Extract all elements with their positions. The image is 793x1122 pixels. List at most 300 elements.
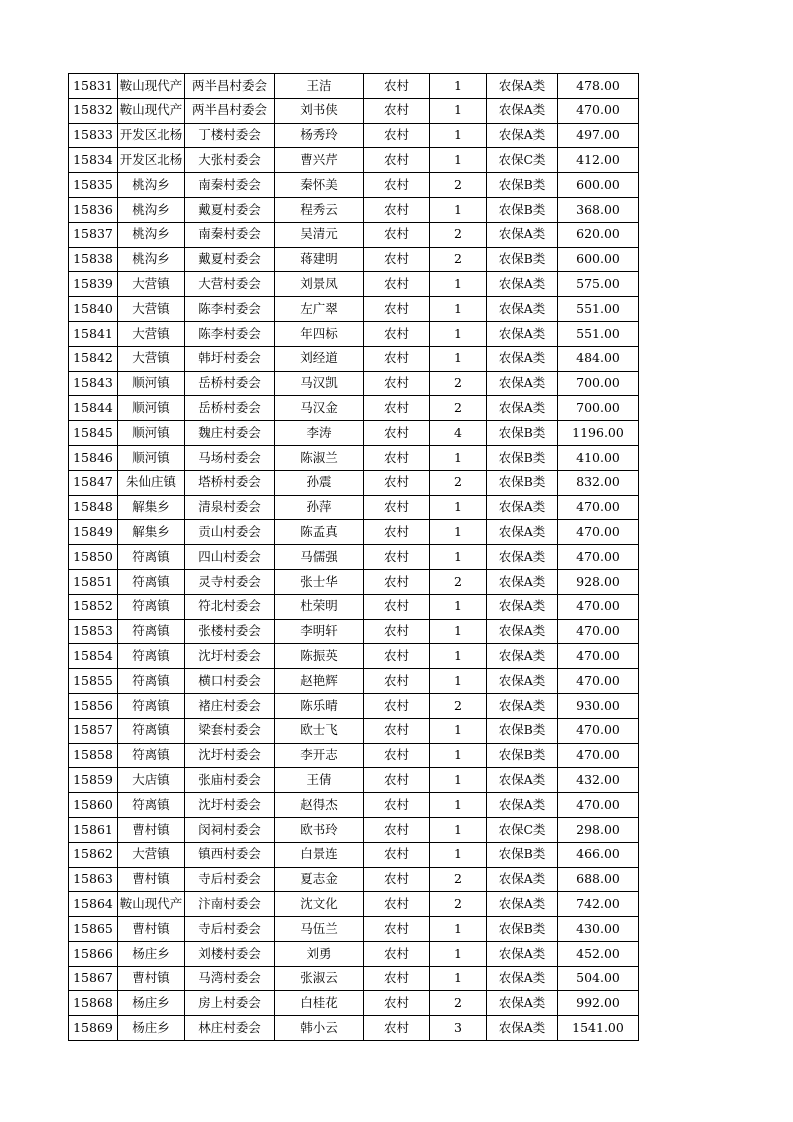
table-row [69,297,639,322]
household-type-cell: 农村 [364,743,430,768]
insurance-category-cell: 农保A类 [487,222,558,247]
amount-cell: 470.00 [558,520,639,545]
village-committee-cell: 沈圩村委会 [185,644,275,669]
person-count-cell: 1 [430,817,487,842]
township-cell: 鞍山现代产 [118,74,185,99]
amount-cell: 551.00 [558,321,639,346]
table-row [69,371,639,396]
person-count-cell: 1 [430,842,487,867]
table-row [69,594,639,619]
person-name-cell: 王洁 [275,74,364,99]
serial-number-cell: 15835 [69,173,118,198]
serial-number-cell: 15833 [69,123,118,148]
village-committee-cell: 沈圩村委会 [185,743,275,768]
person-name-cell: 陈振英 [275,644,364,669]
serial-number-cell: 15839 [69,272,118,297]
township-cell: 杨庄乡 [118,941,185,966]
township-cell: 大营镇 [118,346,185,371]
person-name-cell: 刘景凤 [275,272,364,297]
household-type-cell: 农村 [364,817,430,842]
insurance-category-cell: 农保C类 [487,148,558,173]
person-name-cell: 张士华 [275,569,364,594]
insurance-category-cell: 农保A类 [487,98,558,123]
insurance-category-cell: 农保A类 [487,569,558,594]
township-cell: 顺河镇 [118,371,185,396]
village-committee-cell: 横口村委会 [185,669,275,694]
township-cell: 曹村镇 [118,817,185,842]
insurance-category-cell: 农保A类 [487,123,558,148]
serial-number-cell: 15840 [69,297,118,322]
amount-cell: 470.00 [558,98,639,123]
township-cell: 符离镇 [118,743,185,768]
table-row [69,669,639,694]
insurance-category-cell: 农保A类 [487,669,558,694]
township-cell: 大店镇 [118,768,185,793]
serial-number-cell: 15847 [69,470,118,495]
township-cell: 解集乡 [118,495,185,520]
household-type-cell: 农村 [364,371,430,396]
village-committee-cell: 塔桥村委会 [185,470,275,495]
person-count-cell: 1 [430,718,487,743]
person-count-cell: 1 [430,272,487,297]
township-cell: 符离镇 [118,693,185,718]
person-count-cell: 1 [430,917,487,942]
insurance-category-cell: 农保B类 [487,197,558,222]
household-type-cell: 农村 [364,768,430,793]
table-row [69,1016,639,1041]
person-name-cell: 吴清元 [275,222,364,247]
table-row [69,718,639,743]
village-committee-cell: 沈圩村委会 [185,793,275,818]
township-cell: 杨庄乡 [118,991,185,1016]
household-type-cell: 农村 [364,98,430,123]
township-cell: 大营镇 [118,842,185,867]
person-count-cell: 1 [430,445,487,470]
table-row [69,148,639,173]
amount-cell: 470.00 [558,793,639,818]
serial-number-cell: 15859 [69,768,118,793]
township-cell: 符离镇 [118,644,185,669]
township-cell: 符离镇 [118,669,185,694]
serial-number-cell: 15854 [69,644,118,669]
township-cell: 桃沟乡 [118,197,185,222]
household-type-cell: 农村 [364,520,430,545]
household-type-cell: 农村 [364,222,430,247]
serial-number-cell: 15843 [69,371,118,396]
village-committee-cell: 张楼村委会 [185,619,275,644]
township-cell: 大营镇 [118,297,185,322]
insurance-category-cell: 农保B类 [487,421,558,446]
insurance-category-cell: 农保A类 [487,892,558,917]
serial-number-cell: 15841 [69,321,118,346]
village-committee-cell: 魏庄村委会 [185,421,275,446]
village-committee-cell: 戴夏村委会 [185,197,275,222]
township-cell: 大营镇 [118,321,185,346]
person-name-cell: 蒋建明 [275,247,364,272]
village-committee-cell: 张庙村委会 [185,768,275,793]
insurance-category-cell: 农保B类 [487,445,558,470]
table-row [69,222,639,247]
township-cell: 解集乡 [118,520,185,545]
household-type-cell: 农村 [364,569,430,594]
amount-cell: 452.00 [558,941,639,966]
serial-number-cell: 15868 [69,991,118,1016]
table-row [69,917,639,942]
insurance-category-cell: 农保A类 [487,371,558,396]
village-committee-cell: 四山村委会 [185,545,275,570]
serial-number-cell: 15863 [69,867,118,892]
insurance-category-cell: 农保A类 [487,644,558,669]
person-count-cell: 1 [430,619,487,644]
household-type-cell: 农村 [364,297,430,322]
person-name-cell: 陈淑兰 [275,445,364,470]
beneficiary-table [68,73,639,1041]
person-count-cell: 2 [430,173,487,198]
table-row [69,396,639,421]
table-row [69,966,639,991]
person-name-cell: 白桂花 [275,991,364,1016]
household-type-cell: 农村 [364,495,430,520]
person-name-cell: 马汉金 [275,396,364,421]
serial-number-cell: 15856 [69,693,118,718]
township-cell: 符离镇 [118,545,185,570]
township-cell: 符离镇 [118,619,185,644]
insurance-category-cell: 农保B类 [487,247,558,272]
serial-number-cell: 15850 [69,545,118,570]
township-cell: 桃沟乡 [118,173,185,198]
amount-cell: 412.00 [558,148,639,173]
serial-number-cell: 15867 [69,966,118,991]
person-count-cell: 1 [430,297,487,322]
person-name-cell: 李开志 [275,743,364,768]
village-committee-cell: 两半昌村委会 [185,98,275,123]
table-row [69,743,639,768]
insurance-category-cell: 农保A类 [487,297,558,322]
insurance-category-cell: 农保A类 [487,396,558,421]
township-cell: 曹村镇 [118,966,185,991]
serial-number-cell: 15842 [69,346,118,371]
amount-cell: 470.00 [558,495,639,520]
amount-cell: 470.00 [558,545,639,570]
amount-cell: 470.00 [558,644,639,669]
person-count-cell: 1 [430,793,487,818]
household-type-cell: 农村 [364,173,430,198]
village-committee-cell: 大张村委会 [185,148,275,173]
village-committee-cell: 岳桥村委会 [185,371,275,396]
amount-cell: 992.00 [558,991,639,1016]
insurance-category-cell: 农保A类 [487,693,558,718]
township-cell: 开发区北杨 [118,148,185,173]
person-count-cell: 2 [430,991,487,1016]
person-name-cell: 马汉凯 [275,371,364,396]
village-committee-cell: 镇西村委会 [185,842,275,867]
insurance-category-cell: 农保B类 [487,743,558,768]
serial-number-cell: 15834 [69,148,118,173]
person-count-cell: 1 [430,669,487,694]
person-count-cell: 2 [430,569,487,594]
person-count-cell: 4 [430,421,487,446]
amount-cell: 432.00 [558,768,639,793]
person-name-cell: 赵得杰 [275,793,364,818]
table-row [69,892,639,917]
table-row [69,421,639,446]
household-type-cell: 农村 [364,123,430,148]
village-committee-cell: 闵祠村委会 [185,817,275,842]
person-name-cell: 夏志金 [275,867,364,892]
insurance-category-cell: 农保A类 [487,1016,558,1041]
serial-number-cell: 15837 [69,222,118,247]
insurance-category-cell: 农保A类 [487,867,558,892]
village-committee-cell: 韩圩村委会 [185,346,275,371]
insurance-category-cell: 农保A类 [487,966,558,991]
household-type-cell: 农村 [364,470,430,495]
insurance-category-cell: 农保C类 [487,817,558,842]
person-count-cell: 2 [430,892,487,917]
insurance-category-cell: 农保B类 [487,470,558,495]
household-type-cell: 农村 [364,148,430,173]
household-type-cell: 农村 [364,991,430,1016]
village-committee-cell: 寺后村委会 [185,867,275,892]
village-committee-cell: 岳桥村委会 [185,396,275,421]
person-count-cell: 2 [430,396,487,421]
person-name-cell: 李涛 [275,421,364,446]
person-count-cell: 1 [430,98,487,123]
serial-number-cell: 15853 [69,619,118,644]
person-name-cell: 沈文化 [275,892,364,917]
person-count-cell: 1 [430,545,487,570]
amount-cell: 368.00 [558,197,639,222]
insurance-category-cell: 农保A类 [487,495,558,520]
township-cell: 鞍山现代产 [118,98,185,123]
table-row [69,768,639,793]
amount-cell: 575.00 [558,272,639,297]
household-type-cell: 农村 [364,346,430,371]
table-row [69,470,639,495]
amount-cell: 470.00 [558,743,639,768]
insurance-category-cell: 农保A类 [487,768,558,793]
township-cell: 杨庄乡 [118,1016,185,1041]
household-type-cell: 农村 [364,669,430,694]
household-type-cell: 农村 [364,941,430,966]
person-name-cell: 孙震 [275,470,364,495]
household-type-cell: 农村 [364,421,430,446]
township-cell: 曹村镇 [118,867,185,892]
insurance-category-cell: 农保A类 [487,594,558,619]
table-row [69,321,639,346]
table-row [69,74,639,99]
township-cell: 顺河镇 [118,445,185,470]
table-row [69,445,639,470]
township-cell: 符离镇 [118,594,185,619]
table-row [69,247,639,272]
table-row [69,867,639,892]
table-row [69,98,639,123]
village-committee-cell: 马湾村委会 [185,966,275,991]
person-count-cell: 2 [430,247,487,272]
township-cell: 开发区北杨 [118,123,185,148]
township-cell: 大营镇 [118,272,185,297]
table-row [69,644,639,669]
insurance-category-cell: 农保B类 [487,718,558,743]
person-name-cell: 曹兴芹 [275,148,364,173]
serial-number-cell: 15849 [69,520,118,545]
insurance-category-cell: 农保B类 [487,173,558,198]
person-count-cell: 2 [430,222,487,247]
township-cell: 鞍山现代产 [118,892,185,917]
table-row [69,842,639,867]
amount-cell: 742.00 [558,892,639,917]
amount-cell: 466.00 [558,842,639,867]
amount-cell: 470.00 [558,669,639,694]
township-cell: 桃沟乡 [118,247,185,272]
village-committee-cell: 陈李村委会 [185,321,275,346]
serial-number-cell: 15851 [69,569,118,594]
table-row [69,123,639,148]
household-type-cell: 农村 [364,445,430,470]
village-committee-cell: 大营村委会 [185,272,275,297]
person-count-cell: 1 [430,768,487,793]
insurance-category-cell: 农保A类 [487,941,558,966]
person-count-cell: 1 [430,520,487,545]
person-count-cell: 1 [430,644,487,669]
person-name-cell: 左广翠 [275,297,364,322]
person-name-cell: 刘勇 [275,941,364,966]
person-count-cell: 1 [430,941,487,966]
person-count-cell: 1 [430,148,487,173]
person-count-cell: 3 [430,1016,487,1041]
township-cell: 顺河镇 [118,421,185,446]
household-type-cell: 农村 [364,917,430,942]
insurance-category-cell: 农保A类 [487,346,558,371]
insurance-category-cell: 农保A类 [487,793,558,818]
serial-number-cell: 15831 [69,74,118,99]
township-cell: 符离镇 [118,718,185,743]
household-type-cell: 农村 [364,966,430,991]
village-committee-cell: 灵寺村委会 [185,569,275,594]
person-name-cell: 陈乐晴 [275,693,364,718]
person-count-cell: 1 [430,966,487,991]
insurance-category-cell: 农保A类 [487,619,558,644]
serial-number-cell: 15858 [69,743,118,768]
table-row [69,272,639,297]
village-committee-cell: 两半昌村委会 [185,74,275,99]
person-count-cell: 1 [430,197,487,222]
township-cell: 朱仙庄镇 [118,470,185,495]
amount-cell: 1541.00 [558,1016,639,1041]
amount-cell: 930.00 [558,693,639,718]
amount-cell: 700.00 [558,371,639,396]
village-committee-cell: 褚庄村委会 [185,693,275,718]
household-type-cell: 农村 [364,396,430,421]
serial-number-cell: 15852 [69,594,118,619]
insurance-category-cell: 农保A类 [487,272,558,297]
amount-cell: 1196.00 [558,421,639,446]
village-committee-cell: 清泉村委会 [185,495,275,520]
serial-number-cell: 15836 [69,197,118,222]
amount-cell: 410.00 [558,445,639,470]
village-committee-cell: 陈李村委会 [185,297,275,322]
table-row [69,693,639,718]
amount-cell: 497.00 [558,123,639,148]
amount-cell: 470.00 [558,718,639,743]
amount-cell: 600.00 [558,173,639,198]
village-committee-cell: 南秦村委会 [185,173,275,198]
table-row [69,495,639,520]
township-cell: 符离镇 [118,569,185,594]
amount-cell: 928.00 [558,569,639,594]
amount-cell: 298.00 [558,817,639,842]
household-type-cell: 农村 [364,619,430,644]
household-type-cell: 农村 [364,197,430,222]
household-type-cell: 农村 [364,272,430,297]
household-type-cell: 农村 [364,867,430,892]
table-row [69,346,639,371]
village-committee-cell: 梁套村委会 [185,718,275,743]
amount-cell: 700.00 [558,396,639,421]
insurance-category-cell: 农保B类 [487,842,558,867]
serial-number-cell: 15844 [69,396,118,421]
person-count-cell: 2 [430,371,487,396]
person-name-cell: 马伍兰 [275,917,364,942]
serial-number-cell: 15865 [69,917,118,942]
insurance-category-cell: 农保A类 [487,321,558,346]
village-committee-cell: 汴南村委会 [185,892,275,917]
person-count-cell: 2 [430,867,487,892]
township-cell: 曹村镇 [118,917,185,942]
village-committee-cell: 丁楼村委会 [185,123,275,148]
household-type-cell: 农村 [364,545,430,570]
township-cell: 桃沟乡 [118,222,185,247]
village-committee-cell: 符北村委会 [185,594,275,619]
serial-number-cell: 15866 [69,941,118,966]
amount-cell: 600.00 [558,247,639,272]
household-type-cell: 农村 [364,892,430,917]
person-name-cell: 李明轩 [275,619,364,644]
serial-number-cell: 15860 [69,793,118,818]
person-count-cell: 1 [430,743,487,768]
amount-cell: 688.00 [558,867,639,892]
household-type-cell: 农村 [364,793,430,818]
insurance-category-cell: 农保A类 [487,74,558,99]
insurance-category-cell: 农保A类 [487,991,558,1016]
village-committee-cell: 南秦村委会 [185,222,275,247]
table-row [69,545,639,570]
insurance-category-cell: 农保A类 [487,545,558,570]
serial-number-cell: 15869 [69,1016,118,1041]
table-row [69,793,639,818]
household-type-cell: 农村 [364,693,430,718]
serial-number-cell: 15846 [69,445,118,470]
amount-cell: 478.00 [558,74,639,99]
table-body [69,74,639,1041]
person-count-cell: 1 [430,321,487,346]
village-committee-cell: 戴夏村委会 [185,247,275,272]
serial-number-cell: 15857 [69,718,118,743]
serial-number-cell: 15855 [69,669,118,694]
amount-cell: 430.00 [558,917,639,942]
person-name-cell: 刘书侠 [275,98,364,123]
amount-cell: 484.00 [558,346,639,371]
person-count-cell: 1 [430,74,487,99]
village-committee-cell: 贡山村委会 [185,520,275,545]
household-type-cell: 农村 [364,1016,430,1041]
household-type-cell: 农村 [364,594,430,619]
person-name-cell: 韩小云 [275,1016,364,1041]
township-cell: 符离镇 [118,793,185,818]
person-count-cell: 1 [430,123,487,148]
table-row [69,173,639,198]
amount-cell: 832.00 [558,470,639,495]
